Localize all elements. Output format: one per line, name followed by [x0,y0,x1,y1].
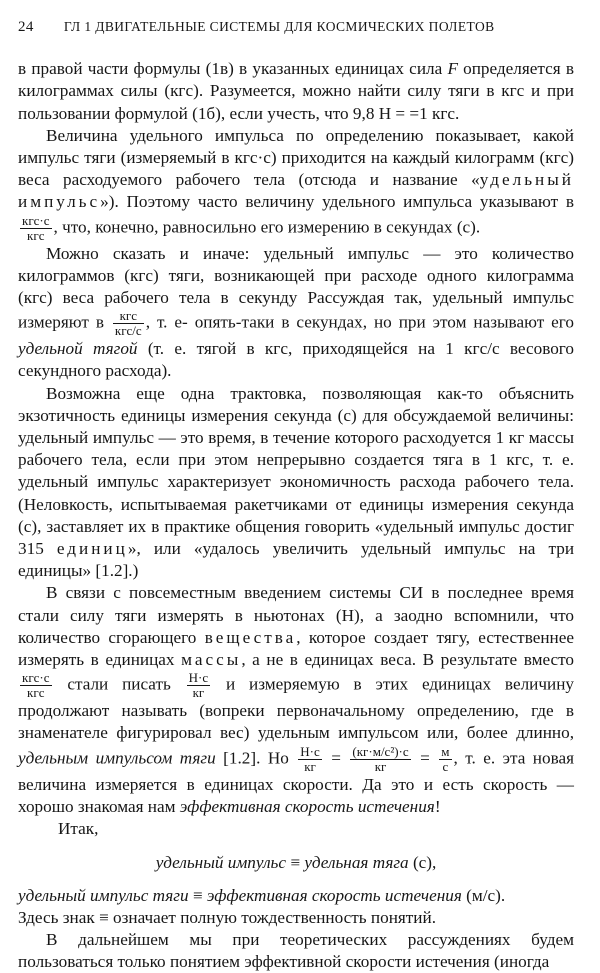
fraction: $\frac{Н\cdot с}{кг}$ [300,743,320,774]
italic-term: удельным импульсом тяги [18,748,216,768]
spaced-term: массы [181,650,242,670]
fraction: $\frac{\text{кгс·с}}{\text{кгс}}$ [22,670,50,701]
spaced-term: вещества [204,627,297,647]
page-number: 24 [18,19,34,35]
paragraph-4: Возможна еще одна трактовка, позволяющая как-то объяснить экзотичность единицы измерения секунда (с) для обсуждаемой величины: удельный импульс — это время, в течение которого расходуется 1 кг массы рабочего тела, если при этом непрерывно создается тяга в 1 кгс, т. е. удельный импульс характеризует экономичность расхода рабочего тела. (Неловкость, испытываемая ракетчиками от единицы измерения секунда (с), заставляет их в практике общения говорить «удельный импульс достиг 315 единиц», или «удалось увеличить удельный импульс на три единицы» [1.2].) [18,383,575,581]
fraction: $\frac{Н\cdot с}{кг}$ [188,670,209,701]
paragraph-5: В связи с повсеместным введением системы СИ в последнее время стали силу тяги измерять в ньютонах (Н), а заодно вспомнили, что количество сгорающего вещества, которое создает тягу, естественнее измерять в единицах массы, а не в единицах веса. В результате вместо $\frac{\text{кгс·с}}{\text{кгс}}$ стали писать $\frac{Н\cdot с}{кг}$ и измеряемую в этих единицах величину продолжают называть (вопреки первоначальному определению, где в знаменателе фигурировал вес) удельным импульсом или, более длинно, удельным импульсом тяги [1.2]. Но $\frac{Н\cdot с}{кг}$ = $\frac{\text{(кг·м/с²)·с}}{кг}$ = $\frac{м}{с}$ , т. е. эта новая величина измеряется в единицах скорости. Да это и есть скорость — хорошо знакомая нам эффективная скорость истечения! [18,583,575,816]
paragraph-8: В дальнейшем мы при теоретических рассуждениях будем пользоваться только понятием эффективной скорости истечения (иногда [18,929,574,972]
page-header [18,16,574,38]
fraction: $\frac{\text{(кг·м/с²)·с}}{кг}$ [352,743,409,774]
paragraph-7: Здесь знак ≡ означает полную тождественность понятий. [18,907,437,927]
paragraph-3: Можно сказать и иначе: удельный импульс — это количество килограммов (кгс) тяги, возникающей при расходе одного килограмма (кгс) веса рабочего тела в секунду Рассуждая так, удельный импульс измеряют в $\frac{\text{кгс}}{\text{кгс/с}}$ , т. е- опять-таки в секундах, но при этом называют его удельной тягой (т. е. тягой в кгс, приходящейся на 1 кгс/с весового секундного расхода). [18,243,575,381]
paragraph-6: Итак, [58,819,99,839]
fraction: $\frac{\text{кгс·с}}{\text{кгс}}$ [22,212,50,243]
spaced-term: единиц [56,539,128,559]
running-title: ГЛ 1 ДВИГАТЕЛЬНЫЕ СИСТЕМЫ ДЛЯ КОСМИЧЕСКИХ ПОЛЕТОВ [63,19,495,34]
formula-1: удельный импульс ≡ удельная тяга (с), [155,853,437,873]
page-body [18,58,574,973]
paragraph-1: в правой части формулы (1в) в указанных единицах сила F определяется в килограммах силы (кгс). Разумеется, можно найти силу тяги в кгс и при пользовании формулой (1б), если учесть, что 9,8 Н = =1 кгс. [18,59,574,123]
formula-2: удельный импульс тяги ≡ эффективная скорость истечения (м/с). [18,885,506,905]
italic-term: эффективная скорость истечения [179,796,435,816]
fraction: $\frac{\text{кгс}}{\text{кгс/с}}$ [114,308,142,339]
paragraph-2: Величина удельного импульса по определению показывает, какой импульс тяги (измеряемый в кгс·с) приходится на каждый килограмм (кгс) веса расходуемого рабочего тела (отсюда и название «удельный импульс»). Поэтому часто величину удельного импульса указывают в $\frac{\text{кгс·с}}{\text{кгс}}$ , что, конечно, равносильно его измерению в секундах (с). [18,125,574,243]
spaced-term: удельный импульс [18,170,574,212]
fraction: $\frac{м}{с}$ [441,743,450,774]
italic-term: удельной тягой [18,339,138,359]
